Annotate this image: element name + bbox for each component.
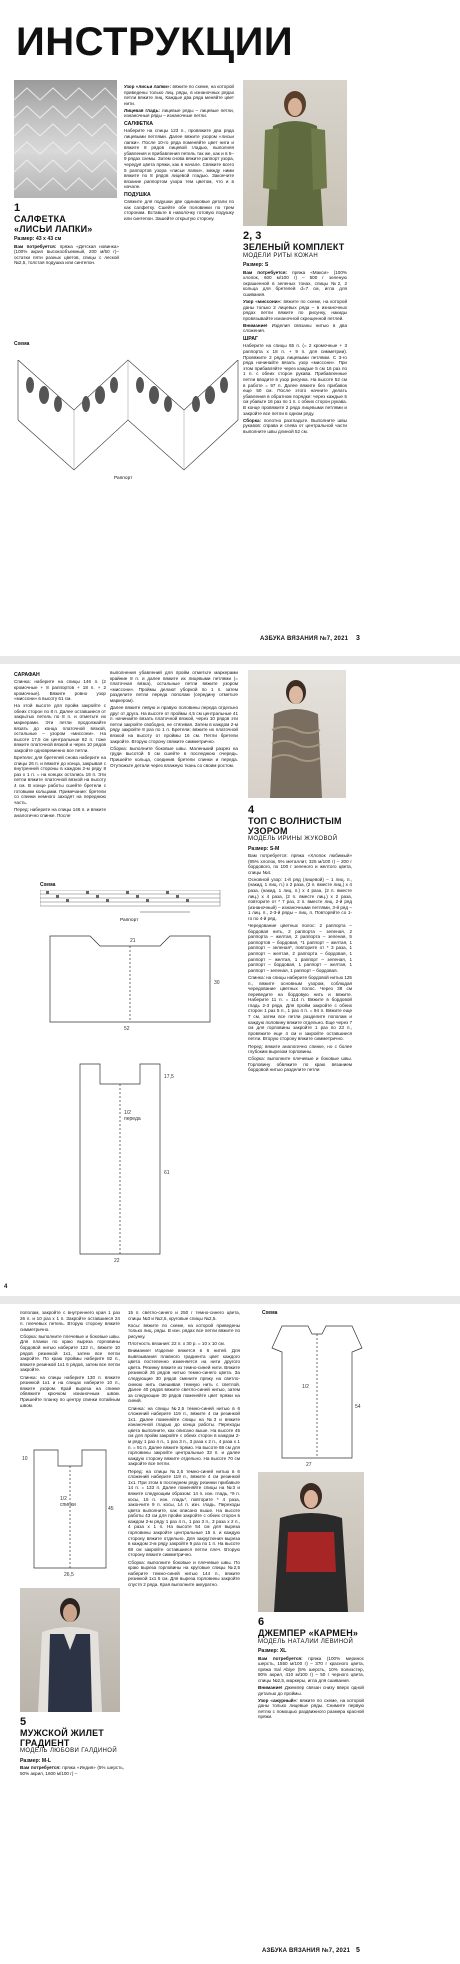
page-separator: [0, 1296, 460, 1304]
page-3: [0, 1306, 460, 1964]
schema-label: Схема: [262, 1310, 278, 1316]
schema-label: Схема: [40, 882, 56, 888]
svg-text:61: 61: [164, 1170, 170, 1176]
svg-text:26,5: 26,5: [64, 1572, 74, 1578]
sarafan-pattern-diagram: [30, 926, 230, 1036]
vest-col-2: 15 п. светло-синего и 250 г темно-синего цвета, спицы №3 и №2,5, круговые спицы №2,5. Косы: вяжите по схеме, на которой приведены только лиц. ряды. В изн. рядах все петли вяжите по рисунку. Плотность вязания: 22 п. х 30 р. = 10 х 10 см. Внимание! Изделие вяжется в 6 нитей. Для вывязывания плавного градиента цвет каждого цвета постепенно изменяется на нити другого цвета. Резинку вяжите из темно-синей нити. Вяжите резинкой 26 рядов нитью темно-синего цвета. За следующие 30 рядов смените пряжу на светло-синюю нить смешивая темную нить с светлой. Далее 40 рядов вяжите светло-синей нитью, затем за следующие 30 рядов поменяйте цвет пряжи на синий. Спинка: на спицы №2,5 темно-синей нитью в 6 сложений наберите 119 п., вяжите 4 см резинкой 1х1. Далее поменяйте спицы на №3 и вяжите изнаночной гладью до конца работы. Переходы цвета выполните, как описано выше. На высоте 45 см для пройм закройте с обеих сторон в каждом 2-м ряду 1 раз 4 п., 1 раз 3 п., 3 раза х 2 п., 4 раза х 1 п. = 91 п. Далее вяжите прямо. На высоте 68 см для горловины закройте центральные 33 п. и далее каждую сторону вяжите отдельно. На высоте 70 см закройте все петли. Перед: на спицы №2,5 темно-синей нитью в 6 сложений наберите 119 п., вяжите 4 см резинкой 1х1. При этом в последнем ряду резинки прибавьте 14 п. = 133 п. Далее поменяйте спицы на №3 и вяжите следующим образом: 14 п. изн. гладь, *9 п. косы, 15 п. изн. гладь*, повторите * 4 раза, закончите 9 п. косы, 14 п. изн. гладь. Переходы цвета выполните, как описано выше. На высоте работы 43 см для пройм закройте с обеих сторон в каждом 2-м ряду 1 раз 4 п., 1 раз 3 п., 3 раза х 2 п., 4 раза х 1 п. На высоте 54 см для выреза горловины закройте центральные 15 п. и каждую сторону вяжите отдельно. Для закругления выреза в каждом 2-м ряду закройте 9 раз по 1 п. На высоте 68 см закройте оставшиеся петли плеч. Вторую сторону вяжите симметрично. Сборка: выполните боковые и плечевые швы. По краю выреза горловины на круговые спицы №2,5 наберите темно-синей нитью 144 п., вяжите резинкой 1х1 5 см. Для выреза горловины закройте спустя 2 ряда. Края выполните аккуратно.: [128, 1310, 240, 1587]
sarafan-pattern-diagram: [70, 1054, 200, 1264]
svg-text:22: 22: [114, 1258, 120, 1264]
model-figure-icon: [243, 80, 347, 226]
svg-text:переда: переда: [124, 1116, 141, 1122]
svg-text:1/2: 1/2: [302, 1384, 309, 1390]
page-footer: АЗБУКА ВЯЗАНИЯ №7, 2021: [262, 1948, 351, 1954]
rapport-label: Раппорт: [120, 918, 139, 923]
materials-text: Вам потребуется: пряжа «Детская новинка» (100% акрил высокообъемный, 200 м/50 г)– остатки пяти разных цветов, спицы с леской №2,5, толстая подушка или синтепон.: [14, 243, 119, 266]
page-1: [0, 0, 460, 652]
green-set-instructions: 2, 3 ЗЕЛЕНЫЙ КОМПЛЕКТ МОДЕЛИ РИТЫ КОЖАН Размер: S Вам потребуется: пряжа «Макси» (100% хлопок, 600 м/100 г) – 500 г зеленую окрашенной в зеленых тонах, спицы №2, 2 кольца для бретелей d=7 см, игла для сшивания. Узор «миссони»: вяжите по схеме, на которой даны только 2 лицевых ряда – в изнаночных рядах петли вяжите по рисунку, накиды провязывайте изнаночной скрещенной петлей. Внимание! Изделия связаны нитью в два сложения. ШРАГ Наберите на спицы 65 п. (= 2 кромочные + 3 раппорта х 18 п. + 9 п. для симметрии). Провяжите 2 ряда лицевыми петлями. С 3-го ряда начинайте вязать узор «миссони». При этом прибавляйте через каждые 5 см 16 раз по 1 п. с обеих сторон рукава. Прибавленные петли вводите в узор рисунка. На высоте 52 см в работе = 97 п. Далее вяжите без прибавок еще 50 см. После этого начните делать убавления в обратном порядке: через каждые 5 см убавьте 16 раз по 1 п. с обеих сторон рукава. В конце провяжите 2 ряда лицевыми петлями и закройте все петли в одном ряду. Сборка: полотно разгладьте. Выполните швы рукавов: справа и слева от центральной части выполните швы длиной 52 см.: [243, 230, 348, 434]
green-set-photo: [243, 80, 347, 226]
svg-text:17,5: 17,5: [164, 1074, 174, 1080]
sarafan-col-2: выполнения убавлений для пройм отметьте маркерами крайние 8 п. и далее вяжите их лицевыми петлями (= платочная вязка), остальные петли вяжите узором «миссони». Проймы делают уборкой по 1 п. затем разделите петли переда пополам (середину отметьте маркером). Далее вяжите левую и правую половины переда отдельно друг от друга. На высоте от проймы 4,5 см центральные 41 п. начинайте вязать платочной вязкой, через 10 рядов эти петли закройте свободно, не стягивая. Затем в каждом 2-м ряду закройте 8 раз по 1 п. Бретели: вяжите их платочной вязкой на высоту от проймы 16 см. Петли бретели закройте. Вторую сторону свяжите симметрично. Сборка: выполните боковые швы. Маленький разрез на груди высотой 5 см сшейте в последнюю очередь. Пришейте кольца, соединив бретели спинки и переда. Отутюжьте детали через влажную ткань со своим ростом.: [110, 670, 238, 768]
svg-text:30: 30: [214, 980, 220, 986]
top-photo: [248, 670, 346, 798]
svg-text:52: 52: [124, 1026, 130, 1032]
svg-text:27: 27: [306, 1462, 312, 1468]
size-label: Размер: 43 х 43 см: [14, 236, 62, 243]
page-footer: 4: [4, 1284, 8, 1290]
jumper-instructions: 6 ДЖЕМПЕР «КАРМЕН» МОДЕЛЬ НАТАЛИИ ЛЕВИНОЙ Размер: XL Вам потребуется: пряжа (100% меринос шерсть, 1550 м/100 г) – 370 г красного цвета, пряжа Sal Abiye (5% шерсть, 10% полиэстер, 80% акрил, 410 м/100 г) – 50 г черного цвета, спицы №2,5, маркеры, игла для сшивания. Внимание! Джемпер связан снизу вверх одной деталью до проймы. Узор «ажурный»: вяжите по схеме, на которой даны только лицевые ряды. Снимите первую петлю с помощью раздвижного размера красной пряжи.: [258, 1616, 364, 1720]
svg-text:21: 21: [130, 938, 136, 944]
page-number: 5: [356, 1947, 360, 1954]
project-number: 1: [14, 202, 21, 214]
model-figure-icon: [258, 1472, 364, 1612]
project-title: САЛФЕТКА: [14, 214, 66, 225]
wave-schema-diagram: [40, 890, 222, 916]
vest-pattern-diagram: [20, 1440, 120, 1580]
rapport-label: Раппорт: [114, 476, 133, 481]
model-figure-icon: [248, 670, 346, 798]
top-instructions: 4 ТОП С ВОЛНИСТЫМ УЗОРОМ МОДЕЛЬ ИРИНЫ ЖУКОВОЙ Размер: S-M Вам потребуется: пряжа «Хлопок любимый» (95% хлопок, 5% металлит, 325 м/100 г) – 200 г бордового, по 100 г зеленого и желтого цвета, спицы №4. Основной узор: 1-й ряд (лицевой) – 1 лиц. п., (накид, 1 лиц. п.) х 2 раза, (2 п. вместе лиц.) х 4 раза, (накид, 1 лиц. п.) х 4 раза, (2 п. вместе лиц.) х 4 раза, (2 п. вместе лиц.) х 2 раза, повторите от * 7 раз, 2 п. вместе лиц. 2-й ряд (изнаночный) – изнаночными петлями, 3-й ряд – 1 лиц. п., 2-3-й ряды – лиц. п. Повторяйте со 1-го по 4-й ряд. Чередование цветных полос: 2 раппорта – бордовая нить, 2 раппорта – зеленая, 2 раппорта – желтая, 2 раппорта – зеленая, 5 раппортов – бордовая, *1 раппорт – желтая, 1 раппорт – зеленая*, повторите от * 3 раза, 1 раппорт – желтая, 2 раппорта – бордовая, 1 раппорт – желтая, 1 раппорт – зеленая, 1 раппорт – бордовая, 1 раппорт – желтая, 1 раппорт – зеленая, 1 раппорт – бордовая. Спинка: на спицы наберите бордовой нитью 125 п., вяжите основным узором, соблюдая чередование цветных полос. Через 38 см переведите на бордовую нить и вяжите. Наберите 11 п. = 114 п. Вяжите в бордовой гладь 2-3 ряда. Для пройм закройте с обеих сторон 1 раз 5 п., 1 раз 4 п. = 94 п. Вяжите еще 7 см, затем все петли разделите пополам и каждую половину вяжите отдельно. Еще через 7 см для горловины закройте 1 раз по 23 п., провяжите еще 4 см и закройте оставшиеся петли. Вторую сторону вяжите симметрично. Перед: вяжите аналогично спинке, но с более глубоким вырезом горловины. Сборка: выполните плечевые и боковые швы. Горловину обвяжите по краю вязанием бордовой нитью разделите петли: [248, 804, 352, 1073]
vest-header: 5 МУЖСКОЙ ЖИЛЕТ ГРАДИЕНТ МОДЕЛЬ ЛЮБОВИ ГАЛДИНОЙ Размер: М-L Вам потребуется: пряжа «Индия» (5% шерсть, 50% акрил, 1600 м/100 г) –: [20, 1716, 124, 1776]
svg-text:1/2: 1/2: [124, 1110, 131, 1116]
page-title: ИНСТРУКЦИИ: [16, 20, 294, 64]
svg-text:10: 10: [22, 1456, 28, 1462]
page-number: 3: [356, 635, 360, 642]
vest-col-1: пополам, закройте с внутреннего края 1 раз 26 п. и 10 раз х 1 п. Закройте оставшиеся 24 п. плечевых петель. Вторую сторону вяжите симметрично. Сборка: выполните плечевые и боковые швы. Для планки по краю выреза горловины бордовой нитью наберите 122 п., вяжите 10 рядов резинкой 1х1, затем все петли закройте. По краю проймы наберите 82 п., вяжите резинкой 1х1 6 рядов, затем все петли закройте. Спинка: на спицы наберите 130 п. вяжите резинкой 1х1 и на спицах наберите 10 п., вяжите узором. Край выреза на спинке обвяжите крючком изнаночным швом. Пришейте планку по центру спинки потайным швом.: [20, 1310, 120, 1408]
napkin-photo: [14, 80, 117, 198]
page-separator: [0, 656, 460, 664]
napkin-schema-diagram: [14, 350, 242, 474]
svg-text:спинки: спинки: [60, 1502, 76, 1508]
schema-label: Схема: [14, 341, 30, 347]
page-footer: АЗБУКА ВЯЗАНИЯ №7, 2021: [260, 636, 349, 642]
page-2: [0, 664, 460, 1296]
napkin-pattern-icon: [14, 80, 117, 198]
project-1-header: [14, 202, 119, 268]
svg-text:1/2: 1/2: [60, 1496, 67, 1502]
model-figure-icon: [20, 1588, 120, 1712]
jumper-photo: [258, 1472, 364, 1612]
project-title: «ЛИСЬИ ЛАПКИ»: [14, 223, 93, 234]
napkin-instructions: Узор «лисьи лапки»: вяжите по схеме, на которой приведены только лиц. ряды, в изнаночных рядах петли вяжите лиц. Каждые два ряда меняйте цвет нити. Лицевая гладь: лицевые ряды – лицевые петли, изнаночные ряды – изнаночные петли. САЛФЕТКА Наберите на спицы 123 п., провяжите два ряда лицевыми петлями. Далее вяжите узором «лисьи лапки». После 10-го ряда поменяйте цвет нити и вяжите 8 рядов лицевой гладью, выполняя убавления и прибавления петель так же, как и в 5–9 рядах схемы. Затем снова вяжите раппорт узора, чередуя цвета пряжи, как в начале. Свяжите всего 5 раппортов узора «лисьи лапки», между ними вяжите по 8 рядов лицевой гладью. Закончите вязание раппортом узора тем цветом, что и в начале. ПОДУШКА Свяжите для подушки две одинаковые детали по как салфетку. Сшейте обе половинки по трем сторонам. Вставьте в наволочку готовую подушку или синтепон. Зашейте открытую сторону.: [124, 84, 235, 222]
vest-photo: [20, 1588, 120, 1712]
jumper-pattern-diagram: [262, 1318, 372, 1468]
sarafan-col-1: САРАФАН Спинка: наберите на спицы 146 п. (2 кромочные + 8 раппортов + 18 п. + 2 кромочные). Вяжите ровно узор «миссони» в высоту 61 см. На этой высоте для пройм закройте с обеих сторон по 8 п. Далее оставшиеся от закрытых петель по 8 п. и отметьте их маркерами. Эти петли продолжайте вязать до конца платочной вязкой, остальные – узором «миссони». На высоте 17,5 см центральные 82 п. тоже вяжите платочной вязкой и через 10 рядов закройте одновременно все петли. Бретели: для бретелей снова наберите на спицы 26 п. и вяжите до конца, закрывая с внутренней стороны в каждом 2-м ряду 8 раз х 1 п. = на концах остались 16 п. Эти петли вяжите платочной вязкой на высоту 4 см. В конце работы сшейте бретели с готовыми кольцами. Примечание: бретели со спинки немного заходят на переднюю часть. Перед: наберите на спицы 146 п. и вяжите аналогично спинке. После: [14, 672, 106, 818]
svg-text:45: 45: [108, 1506, 114, 1512]
svg-text:54: 54: [355, 1404, 361, 1410]
